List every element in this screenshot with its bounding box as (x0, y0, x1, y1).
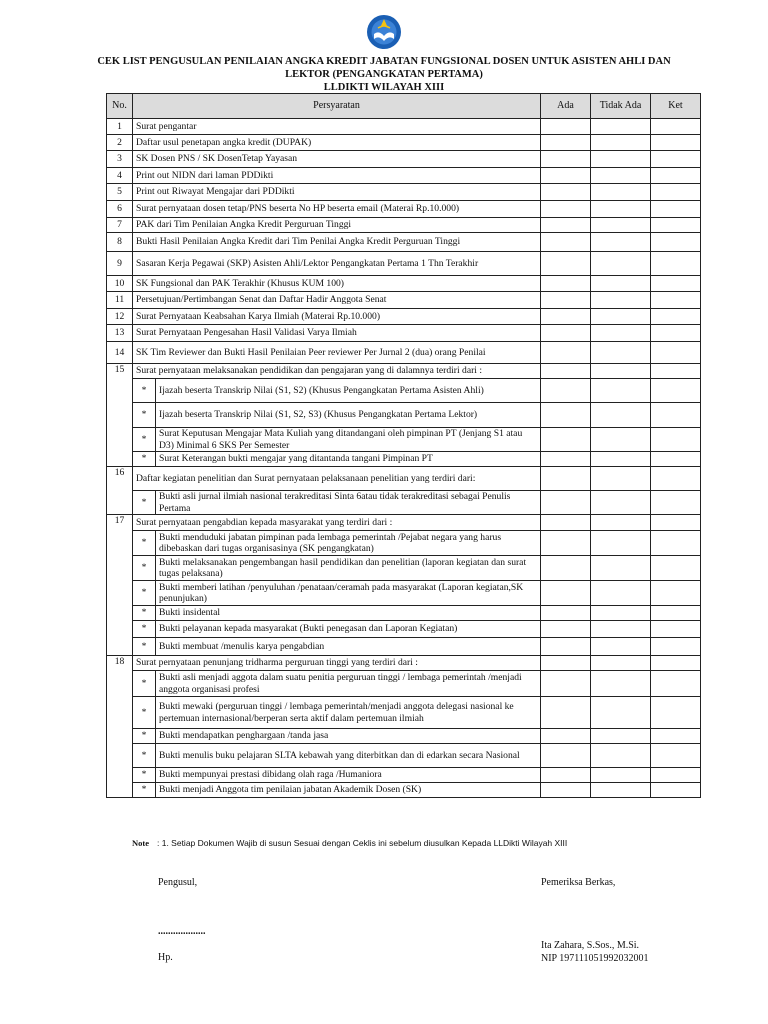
group-row (107, 656, 701, 671)
ket-cell[interactable] (651, 201, 701, 218)
ket-cell[interactable] (651, 744, 701, 768)
ada-cell[interactable] (541, 744, 591, 768)
sub-item-text: Bukti melaksanakan pengembangan hasil pendidikan dan penelitian (laporan kegiatan dan surat tugas pelaksana) (156, 556, 541, 581)
row-requirement: PAK dari Tim Penilaian Angka Kredit Perguruan Tinggi (133, 218, 541, 233)
ada-cell[interactable] (541, 783, 591, 798)
tidak-ada-cell[interactable] (591, 744, 651, 768)
bullet-marker: * (133, 403, 156, 428)
tidak-ada-cell[interactable] (591, 656, 651, 671)
ada-cell[interactable] (541, 184, 591, 201)
sub-item-row (107, 428, 701, 452)
bullet-marker: * (133, 556, 156, 581)
table-row (107, 342, 701, 364)
sub-item-row (107, 556, 701, 581)
header-ket: Ket (651, 94, 701, 119)
ada-cell[interactable] (541, 151, 591, 168)
sub-item-text: Bukti asli jurnal ilmiah nasional terakreditasi Sinta 6atau tidak terakreditasi sebagai Penulis Pertama (156, 491, 541, 515)
sub-item-row (107, 768, 701, 783)
sub-item-text: Ijazah beserta Transkrip Nilai (S1, S2) (Khusus Pengangkatan Pertama Asisten Ahli) (156, 379, 541, 403)
ket-cell[interactable] (651, 151, 701, 168)
tidak-ada-cell[interactable] (591, 379, 651, 403)
tidak-ada-cell[interactable] (591, 364, 651, 379)
document-title-line1: CEK LIST PENGUSULAN PENILAIAN ANGKA KREDIT JABATAN FUNGSIONAL DOSEN UNTUK ASISTEN AHLI DAN (97, 56, 671, 67)
ada-cell[interactable] (541, 671, 591, 697)
tidak-ada-cell[interactable] (591, 491, 651, 515)
bullet-marker: * (133, 531, 156, 556)
ket-cell[interactable] (651, 364, 701, 379)
ada-cell[interactable] (541, 428, 591, 452)
ada-cell[interactable] (541, 638, 591, 656)
bullet-marker: * (133, 581, 156, 606)
ket-cell[interactable] (651, 233, 701, 252)
tidak-ada-cell[interactable] (591, 403, 651, 428)
bullet-marker: * (133, 638, 156, 656)
row-number: 9 (107, 252, 133, 276)
ket-cell[interactable] (651, 556, 701, 581)
ministry-logo-icon (366, 14, 402, 50)
tidak-ada-cell[interactable] (591, 556, 651, 581)
ada-cell[interactable] (541, 515, 591, 531)
ket-cell[interactable] (651, 606, 701, 621)
row-requirement: Surat Pernyataan Keabsahan Karya Ilmiah (Materai Rp.10.000) (133, 309, 541, 325)
tidak-ada-cell[interactable] (591, 467, 651, 491)
note-text: : 1. Setiap Dokumen Wajib di susun Sesuai dengan Ceklis ini sebelum diusulkan Kepada LLDikti Wilayah XIII (157, 838, 568, 848)
ket-cell[interactable] (651, 168, 701, 184)
sub-item-text: Bukti insidental (156, 606, 541, 621)
bullet-marker: * (133, 491, 156, 515)
sub-item-row (107, 379, 701, 403)
tidak-ada-cell[interactable] (591, 697, 651, 729)
ada-cell[interactable] (541, 697, 591, 729)
sub-item-row (107, 744, 701, 768)
applicant-phone-label: Hp. (158, 952, 173, 963)
row-number: 14 (107, 342, 133, 364)
ada-cell[interactable] (541, 729, 591, 744)
bullet-marker: * (133, 621, 156, 638)
ket-cell[interactable] (651, 119, 701, 135)
header-requirement: Persyaratan (133, 94, 541, 119)
row-requirement: Sasaran Kerja Pegawai (SKP) Asisten Ahli/Lektor Pengangkatan Pertama 1 Thn Terakhir (133, 252, 541, 276)
tidak-ada-cell[interactable] (591, 671, 651, 697)
tidak-ada-cell[interactable] (591, 309, 651, 325)
table-header-row (107, 94, 701, 119)
row-requirement: SK Tim Reviewer dan Bukti Hasil Penilaian Peer reviewer Per Jurnal 2 (dua) orang Penilai (133, 342, 541, 364)
sub-item-text: Surat Keterangan bukti mengajar yang ditantanda tangani Pimpinan PT (156, 452, 541, 467)
sub-item-row (107, 638, 701, 656)
ket-cell[interactable] (651, 252, 701, 276)
document-title-line2: LEKTOR (PENGANGKATAN PERTAMA) (285, 69, 483, 80)
sub-item-row (107, 491, 701, 515)
ket-cell[interactable] (651, 276, 701, 292)
ada-cell[interactable] (541, 325, 591, 342)
row-number: 1 (107, 119, 133, 135)
tidak-ada-cell[interactable] (591, 515, 651, 531)
document-title-line3: LLDIKTI WILAYAH XIII (323, 82, 445, 93)
examiner-label: Pemeriksa Berkas, (541, 877, 616, 888)
ket-cell[interactable] (651, 621, 701, 638)
sub-item-row (107, 606, 701, 621)
sub-item-text: Bukti asli menjadi aggota dalam suatu penitia perguruan tinggi / lembaga pemerintah /menjadi anggota organisasi profesi (156, 671, 541, 697)
table-row (107, 252, 701, 276)
row-requirement: Surat pengantar (133, 119, 541, 135)
ada-cell[interactable] (541, 342, 591, 364)
ket-cell[interactable] (651, 515, 701, 531)
ket-cell[interactable] (651, 184, 701, 201)
ket-cell[interactable] (651, 783, 701, 798)
bullet-marker: * (133, 671, 156, 697)
sub-item-row (107, 783, 701, 798)
ada-cell[interactable] (541, 364, 591, 379)
tidak-ada-cell[interactable] (591, 783, 651, 798)
row-number: 4 (107, 168, 133, 184)
group-heading: Surat pernyataan melaksanakan pendidikan dan pengajaran yang di dalamnya terdiri dari : (133, 364, 541, 379)
ada-cell[interactable] (541, 768, 591, 783)
ada-cell[interactable] (541, 276, 591, 292)
ada-cell[interactable] (541, 452, 591, 467)
tidak-ada-cell[interactable] (591, 151, 651, 168)
sub-item-text: Bukti menduduki jabatan pimpinan pada lembaga pemerintah /Pejabat negara yang harus dibebaskan dari tugas organisasinya (SK pengangkatan) (156, 531, 541, 556)
tidak-ada-cell[interactable] (591, 729, 651, 744)
row-number: 5 (107, 184, 133, 201)
row-requirement: Bukti Hasil Penilaian Angka Kredit dari Tim Penilai Angka Kredit Perguruan Tinggi (133, 233, 541, 252)
ket-cell[interactable] (651, 135, 701, 151)
sub-item-text: Bukti pelayanan kepada masyarakat (Bukti penegasan dan Laporan Kegiatan) (156, 621, 541, 638)
ket-cell[interactable] (651, 218, 701, 233)
tidak-ada-cell[interactable] (591, 581, 651, 606)
row-requirement: Surat pernyataan dosen tetap/PNS beserta No HP beserta email (Materai Rp.10.000) (133, 201, 541, 218)
sub-item-text: Bukti mewaki (perguruan tinggi / lembaga pemerintah/menjadi anggota delegasi nasional ke pertemuan internasional/berperan serta aktif dalam pertemuan ilmiah (156, 697, 541, 729)
table-row (107, 184, 701, 201)
ada-cell[interactable] (541, 531, 591, 556)
ket-cell[interactable] (651, 325, 701, 342)
tidak-ada-cell[interactable] (591, 428, 651, 452)
table-row (107, 135, 701, 151)
sub-item-text: Surat Keputusan Mengajar Mata Kuliah yang ditandangani oleh pimpinan PT (Jenjang S1 atau D3) Minimal 6 SKS Per Semester (156, 428, 541, 452)
table-row (107, 309, 701, 325)
row-number: 2 (107, 135, 133, 151)
bullet-marker: * (133, 452, 156, 467)
bullet-marker: * (133, 768, 156, 783)
ket-cell[interactable] (651, 671, 701, 697)
row-requirement: SK Fungsional dan PAK Terakhir (Khusus KUM 100) (133, 276, 541, 292)
checklist-body (107, 119, 701, 798)
sub-item-text: Bukti menjadi Anggota tim penilaian jabatan Akademik Dosen (SK) (156, 783, 541, 798)
ada-cell[interactable] (541, 581, 591, 606)
group-row (107, 467, 701, 491)
ada-cell[interactable] (541, 621, 591, 638)
header-tidak-ada: Tidak Ada (591, 94, 651, 119)
group-number: 17 (107, 515, 133, 656)
table-row (107, 233, 701, 252)
sub-item-row (107, 671, 701, 697)
tidak-ada-cell[interactable] (591, 768, 651, 783)
row-requirement: Print out Riwayat Mengajar dari PDDikti (133, 184, 541, 201)
examiner-nip: NIP 197111051992032001 (541, 953, 649, 964)
tidak-ada-cell[interactable] (591, 276, 651, 292)
row-requirement: Daftar usul penetapan angka kredit (DUPAK) (133, 135, 541, 151)
group-row (107, 515, 701, 531)
row-requirement: Print out NIDN dari laman PDDikti (133, 168, 541, 184)
ket-cell[interactable] (651, 491, 701, 515)
applicant-label: Pengusul, (158, 877, 198, 888)
table-row (107, 151, 701, 168)
sub-item-text: Bukti memberi latihan /penyuluhan /penataan/ceramah pada masyarakat (Laporan kegiatan,SK penunjukan) (156, 581, 541, 606)
ada-cell[interactable] (541, 135, 591, 151)
row-number: 10 (107, 276, 133, 292)
bullet-marker: * (133, 428, 156, 452)
sub-item-text: Bukti mendapatkan penghargaan /tanda jasa (156, 729, 541, 744)
row-number: 12 (107, 309, 133, 325)
ada-cell[interactable] (541, 467, 591, 491)
sub-item-row (107, 581, 701, 606)
bullet-marker: * (133, 729, 156, 744)
ada-cell[interactable] (541, 656, 591, 671)
ada-cell[interactable] (541, 403, 591, 428)
tidak-ada-cell[interactable] (591, 342, 651, 364)
ket-cell[interactable] (651, 309, 701, 325)
tidak-ada-cell[interactable] (591, 168, 651, 184)
row-requirement: SK Dosen PNS / SK DosenTetap Yayasan (133, 151, 541, 168)
tidak-ada-cell[interactable] (591, 621, 651, 638)
ada-cell[interactable] (541, 606, 591, 621)
sub-item-row (107, 403, 701, 428)
sub-item-row (107, 729, 701, 744)
sub-item-row (107, 621, 701, 638)
tidak-ada-cell[interactable] (591, 201, 651, 218)
group-row (107, 364, 701, 379)
table-row (107, 325, 701, 342)
ada-cell[interactable] (541, 168, 591, 184)
sub-item-row (107, 452, 701, 467)
ket-cell[interactable] (651, 768, 701, 783)
row-number: 11 (107, 292, 133, 309)
table-row (107, 276, 701, 292)
examiner-name: Ita Zahara, S.Sos., M.Si. (541, 940, 640, 951)
row-number: 7 (107, 218, 133, 233)
ada-cell[interactable] (541, 309, 591, 325)
tidak-ada-cell[interactable] (591, 252, 651, 276)
ada-cell[interactable] (541, 292, 591, 309)
ket-cell[interactable] (651, 581, 701, 606)
ada-cell[interactable] (541, 491, 591, 515)
table-row (107, 119, 701, 135)
sub-item-row (107, 531, 701, 556)
bullet-marker: * (133, 783, 156, 798)
row-number: 3 (107, 151, 133, 168)
tidak-ada-cell[interactable] (591, 218, 651, 233)
tidak-ada-cell[interactable] (591, 292, 651, 309)
row-number: 6 (107, 201, 133, 218)
group-number: 15 (107, 364, 133, 467)
checklist-table (106, 93, 701, 798)
group-number: 18 (107, 656, 133, 798)
ket-cell[interactable] (651, 656, 701, 671)
note-label: Note (132, 838, 149, 848)
row-number: 8 (107, 233, 133, 252)
ket-cell[interactable] (651, 452, 701, 467)
sub-item-text: Bukti mempunyai prestasi dibidang olah raga /Humaniora (156, 768, 541, 783)
row-number: 13 (107, 325, 133, 342)
tidak-ada-cell[interactable] (591, 638, 651, 656)
ket-cell[interactable] (651, 403, 701, 428)
ket-cell[interactable] (651, 342, 701, 364)
table-row (107, 201, 701, 218)
header-ada: Ada (541, 94, 591, 119)
group-heading: Surat pernyataan pengabdian kepada masyarakat yang terdiri dari : (133, 515, 541, 531)
group-heading: Surat pernyataan penunjang tridharma perguruan tinggi yang terdiri dari : (133, 656, 541, 671)
ket-cell[interactable] (651, 697, 701, 729)
row-requirement: Surat Pernyataan Pengesahan Hasil Validasi Varya Ilmiah (133, 325, 541, 342)
sub-item-text: Bukti membuat /menulis karya pengabdian (156, 638, 541, 656)
tidak-ada-cell[interactable] (591, 135, 651, 151)
sub-item-text: Bukti menulis buku pelajaran SLTA kebawah yang diterbitkan dan di edarkan secara Nasional (156, 744, 541, 768)
ket-cell[interactable] (651, 292, 701, 309)
tidak-ada-cell[interactable] (591, 119, 651, 135)
ada-cell[interactable] (541, 218, 591, 233)
tidak-ada-cell[interactable] (591, 184, 651, 201)
ket-cell[interactable] (651, 638, 701, 656)
tidak-ada-cell[interactable] (591, 233, 651, 252)
bullet-marker: * (133, 379, 156, 403)
sub-item-text: Ijazah beserta Transkrip Nilai (S1, S2, S3) (Khusus Pengangkatan Pertama Lektor) (156, 403, 541, 428)
ada-cell[interactable] (541, 233, 591, 252)
ada-cell[interactable] (541, 119, 591, 135)
bullet-marker: * (133, 697, 156, 729)
table-row (107, 292, 701, 309)
row-requirement: Persetujuan/Pertimbangan Senat dan Daftar Hadir Anggota Senat (133, 292, 541, 309)
bullet-marker: * (133, 744, 156, 768)
tidak-ada-cell[interactable] (591, 531, 651, 556)
table-row (107, 218, 701, 233)
ada-cell[interactable] (541, 379, 591, 403)
ket-cell[interactable] (651, 379, 701, 403)
tidak-ada-cell[interactable] (591, 325, 651, 342)
ada-cell[interactable] (541, 201, 591, 218)
applicant-signature-line: ................... (158, 926, 206, 937)
ket-cell[interactable] (651, 531, 701, 556)
sub-item-row (107, 697, 701, 729)
group-heading: Daftar kegiatan penelitian dan Surat pernyataan pelaksanaan penelitian yang terdiri dari: (133, 467, 541, 491)
ada-cell[interactable] (541, 556, 591, 581)
ket-cell[interactable] (651, 428, 701, 452)
ket-cell[interactable] (651, 467, 701, 491)
tidak-ada-cell[interactable] (591, 606, 651, 621)
header-no: No. (107, 94, 133, 119)
ket-cell[interactable] (651, 729, 701, 744)
ada-cell[interactable] (541, 252, 591, 276)
table-row (107, 168, 701, 184)
tidak-ada-cell[interactable] (591, 452, 651, 467)
bullet-marker: * (133, 606, 156, 621)
group-number: 16 (107, 467, 133, 515)
